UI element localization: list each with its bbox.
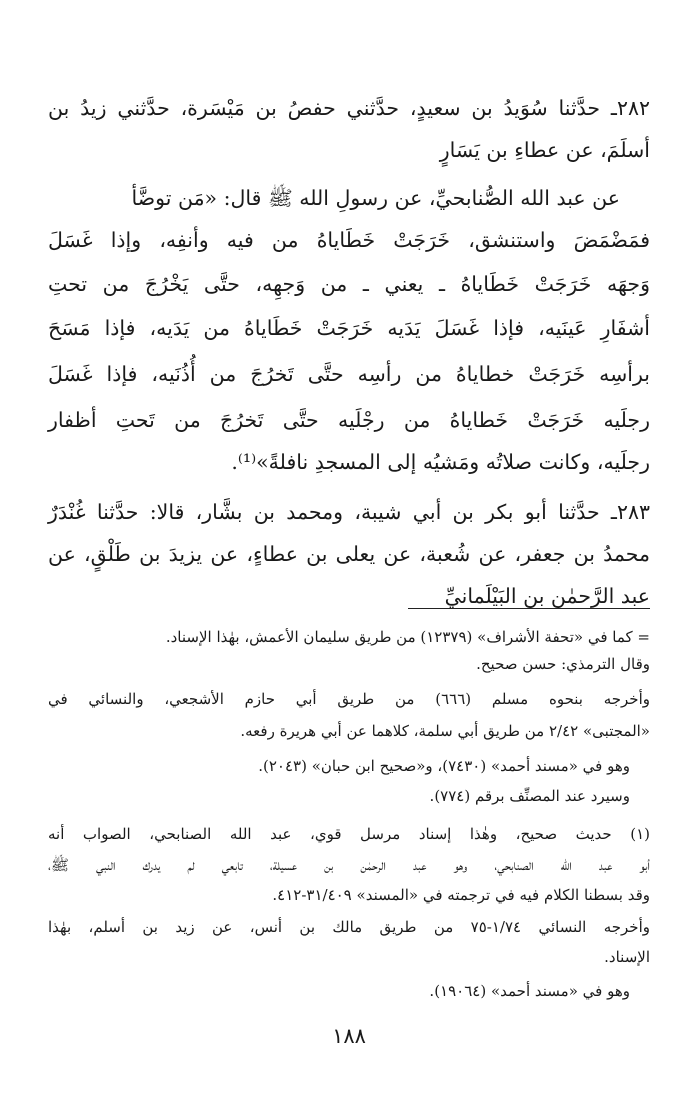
hadith-282-line-2: أسلَمَ، عن عطاءِ بن يَسَارٍ (439, 138, 650, 162)
page-number: ١٨٨ (332, 1024, 366, 1048)
hadith-283-line-1: ٢٨٣ـ حدَّثنا أبو بكر بن أبي شيبة، ومحمد بن بشَّار، قالا: حدَّثنا غُنْدَرٌ (48, 500, 650, 524)
footnote-line-10: وأخرجه النسائي ١/٧٤-٧٥ من طريق مالك بن أنس، عن زيد بن أسلم، بهٰذا (48, 918, 650, 936)
hadith-283-line-3: عبد الرَّحمٰن بن البَيْلَمانيِّ (444, 584, 650, 608)
book-page (48, 0, 650, 1106)
hadith-282-line-9: رجلَيه، وكانت صلاتُه ومَشيُه إلى المسجدِ نافلةً»⁽¹⁾. (231, 450, 650, 474)
footnote-line-12: وهو في «مسند أحمد» (١٩٠٦٤). (429, 982, 630, 1000)
hadith-282-line-3: عن عبد الله الصُّنابحيِّ، عن رسولِ الله ﷺ قال: «مَن توضَّأ (131, 186, 620, 210)
hadith-283-line-2: محمدُ بن جعفر، عن شُعبة، عن يعلى بن عطاءٍ، عن يزيدَ بن طَلْقٍ، عن (48, 542, 650, 566)
footnote-line-3: وأخرجه بنحوه مسلم (٦٦٦) من طريق أبي حازم الأشجعي، والنسائي في (48, 690, 650, 708)
hadith-282-line-6: أشفَارِ عَينَيه، فإذا غَسَلَ يَدَيه خَرَجَتْ خَطَاياهُ من يَدَيه، فإذا مَسَحَ (48, 316, 650, 340)
hadith-282-line-1: ٢٨٢ـ حدَّثنا سُوَيدُ بن سعيدٍ، حدَّثني حفصُ بن مَيْسَرة، حدَّثني زيدُ بن (48, 96, 650, 120)
footnote-line-4: «المجتبى» ٢/٤٢ من طريق أبي سلمة، كلاهما عن أبي هريرة رفعه. (240, 722, 650, 740)
footnote-line-6: وسيرد عند المصنِّف برقم (٧٧٤). (429, 787, 630, 805)
hadith-282-line-7: برأسِه خَرَجَتْ خطاياهُ من رأسِه حتَّى تَخرُجَ من أُذُنَيه، فإذا غَسَلَ (48, 362, 650, 386)
footnote-line-8: أبو عبد الله الصنابحي، وهو عبد الرحمٰن بن عسيلة، تابعي لم يدرك النبي ﷺ، (48, 856, 650, 874)
footnote-line-2: وقال الترمذي: حسن صحيح. (476, 655, 650, 673)
footnote-line-7: (١) حديث صحيح، وهٰذا إسناد مرسل قوي، عبد الله الصنابحي، الصواب أنه (48, 825, 650, 843)
footnote-line-5: وهو في «مسند أحمد» (٧٤٣٠)، و«صحيح ابن حبان» (٢٠٤٣). (258, 757, 630, 775)
footnote-line-11: الإسناد. (604, 948, 650, 966)
footnote-line-1: = كما في «تحفة الأشراف» (١٢٣٧٩) من طريق سليمان الأعمش، بهٰذا الإسناد. (165, 628, 650, 646)
hadith-282-line-5: وَجهَه خَرَجَتْ خَطَاياهُ ـ يعني ـ من وَجهِه، حتَّى يَخْرُجَ من تحتِ (48, 272, 650, 296)
footnote-line-9: وقد بسطنا الكلام فيه في ترجمته في «المسند» ٣١/٤٠٩-٤١٢. (272, 886, 650, 904)
footnote-divider (408, 608, 650, 609)
hadith-282-line-4: فمَضْمَضَ واستنشق، خَرَجَتْ خَطَاياهُ من فيه وأنفِه، وإذا غَسَلَ (48, 228, 650, 252)
hadith-282-line-8: رجلَيه خَرَجَتْ خَطاياهُ من رجْلَيه حتَّى تَخرُجَ من تَحتِ أظفار (48, 408, 650, 432)
